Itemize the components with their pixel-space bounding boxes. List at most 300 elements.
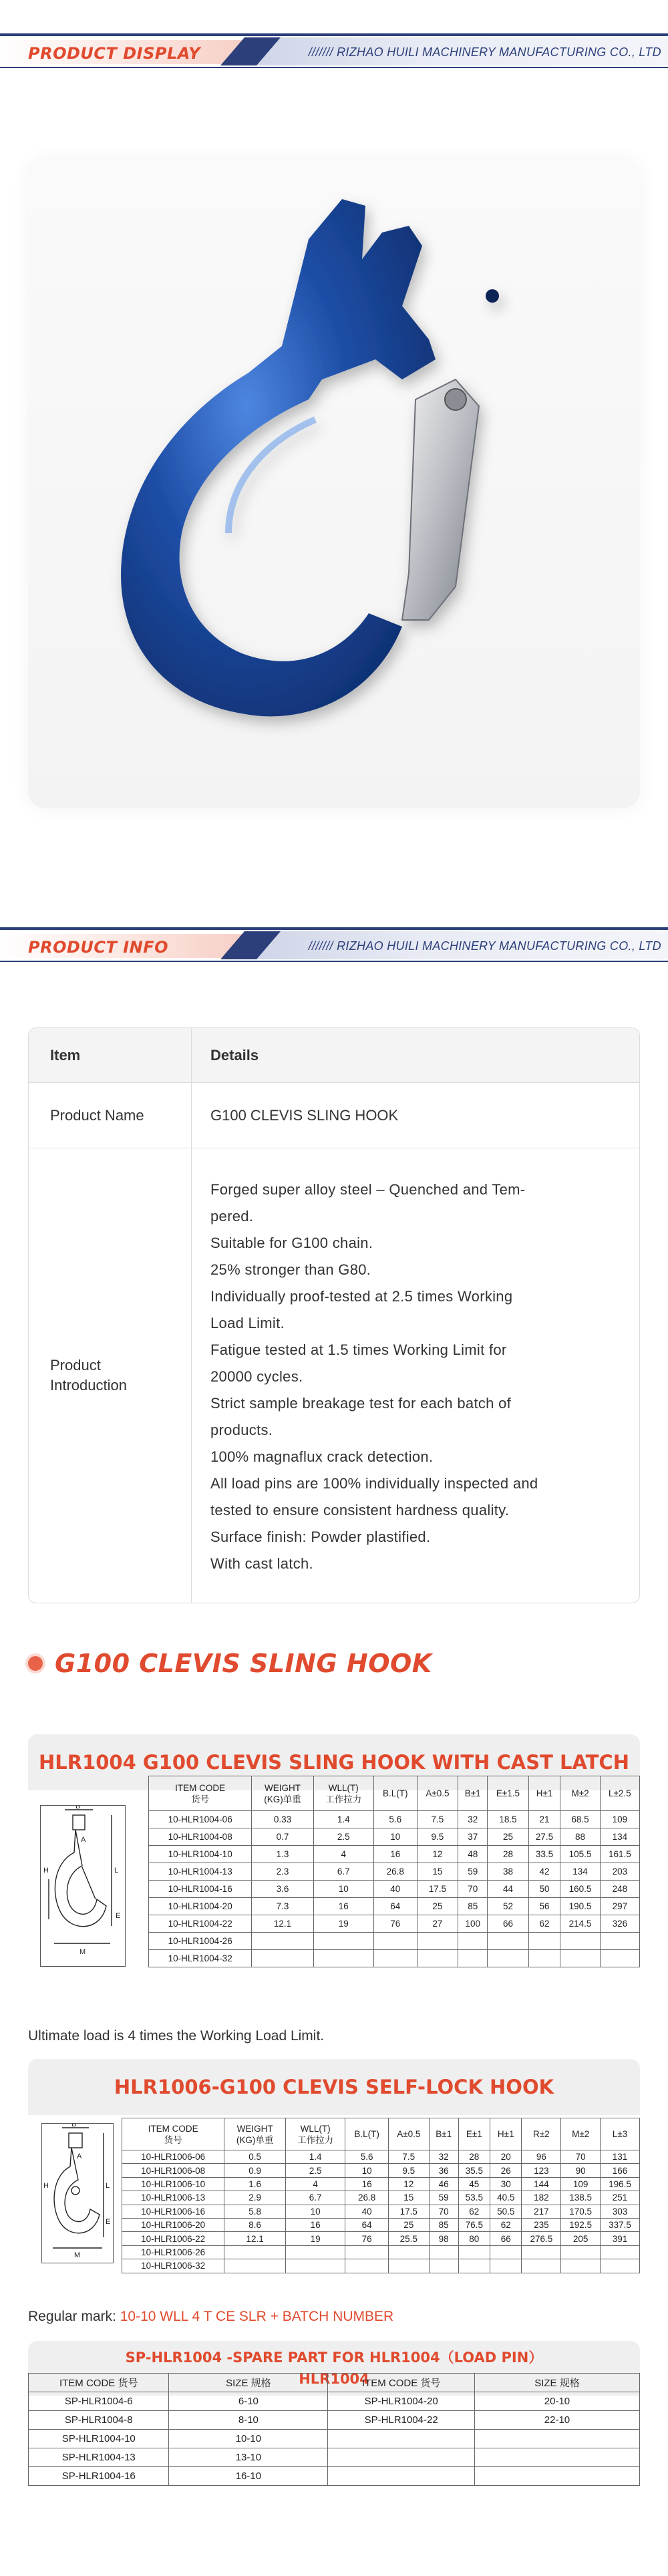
spec-cell: 10-HLR1006-32 <box>122 2259 224 2273</box>
spec-cell: 109 <box>561 2177 601 2191</box>
spec-cell: 59 <box>458 1863 488 1881</box>
spec-header-cell <box>313 1776 373 1811</box>
spec-cell: 16 <box>285 2218 345 2231</box>
spec-cell: 192.5 <box>561 2218 601 2231</box>
spec-cell: 85 <box>458 1898 488 1915</box>
spec-cell <box>490 2245 522 2259</box>
spec-header-text: E±1.5 <box>496 1788 520 1798</box>
spec-row <box>122 2218 640 2231</box>
spec-cell: 105.5 <box>560 1846 600 1863</box>
spare-title-line1: SP-HLR1004 -SPARE PART FOR HLR1004（LOAD PIN） <box>125 2350 543 2366</box>
spec-cell: 12 <box>417 1846 458 1863</box>
spec-cell: 17.5 <box>388 2205 429 2218</box>
spec-cell: 37 <box>458 1828 488 1846</box>
spec-cell: 40 <box>345 2205 388 2218</box>
spec-cell: 6.7 <box>313 1863 373 1881</box>
spec-header-cell <box>417 1776 458 1811</box>
spec-cell: 10-HLR1004-08 <box>149 1828 252 1846</box>
spec-cell <box>252 1950 313 1967</box>
dimension-label: H <box>43 2182 49 2190</box>
spec-cell <box>488 1933 528 1950</box>
spec-header-text: L±2.5 <box>608 1788 631 1798</box>
spec-header-text: B.L(T) <box>383 1788 408 1798</box>
spec-cell <box>561 2259 601 2273</box>
spec-row <box>149 1811 640 1828</box>
spare-cell <box>474 2448 639 2467</box>
intro-line: All load pins are 100% individually inspected and <box>210 1475 538 1492</box>
product2-spec-table <box>122 2118 640 2273</box>
spec-cell: 7.5 <box>417 1811 458 1828</box>
spec-header-text: WEIGHT <box>265 1782 301 1793</box>
spec-header-text: 工作拉力 <box>297 2134 334 2145</box>
spec-cell: 68.5 <box>560 1811 600 1828</box>
spec-row <box>149 1828 640 1846</box>
spec-cell: 203 <box>600 1863 639 1881</box>
spec-cell: 10-HLR1004-20 <box>149 1898 252 1915</box>
spec-cell: 1.3 <box>252 1846 313 1863</box>
spec-header-cell <box>458 2118 490 2150</box>
spec-row <box>122 2177 640 2191</box>
spec-cell: 7.3 <box>252 1898 313 1915</box>
spec-header-cell <box>488 1776 528 1811</box>
spec-cell: 100 <box>458 1915 488 1933</box>
spec-cell: 10-HLR1006-22 <box>122 2232 224 2245</box>
spec-cell: 326 <box>600 1915 639 1933</box>
clevis-hook-image <box>28 159 640 808</box>
spec-cell: 1.4 <box>313 1811 373 1828</box>
spare-cell <box>474 2467 639 2486</box>
spec-row <box>122 2150 640 2164</box>
spare-cell: 8-10 <box>169 2411 328 2430</box>
spec-cell <box>313 1950 373 1967</box>
spec-cell: 10 <box>345 2164 388 2177</box>
spec-row <box>149 1863 640 1881</box>
product2-title: HLR1006-G100 CLEVIS SELF-LOCK HOOK <box>28 2059 640 2115</box>
info-name-label: Product Name <box>29 1083 192 1148</box>
spec-cell: 42 <box>528 1863 560 1881</box>
spec-cell: 109 <box>600 1811 639 1828</box>
spec-cell <box>560 1933 600 1950</box>
spec-cell: 90 <box>561 2164 601 2177</box>
spec-cell <box>528 1950 560 1967</box>
spec-cell: 88 <box>560 1828 600 1846</box>
spec-cell: 50 <box>528 1881 560 1898</box>
spare-row <box>29 2411 640 2430</box>
spec-cell: 25 <box>488 1828 528 1846</box>
spec-cell: 161.5 <box>600 1846 639 1863</box>
spare-header-cell: SIZE 规格 <box>169 2374 328 2392</box>
section-title: PRODUCT DISPLAY <box>28 44 200 63</box>
spec-cell: 9.5 <box>388 2164 429 2177</box>
spare-header-row <box>29 2374 640 2392</box>
spec-header-cell <box>490 2118 522 2150</box>
spare-row <box>29 2448 640 2467</box>
spec-cell <box>417 1933 458 1950</box>
spec-cell <box>285 2245 345 2259</box>
spec-header-text: 货号 <box>164 2134 182 2145</box>
spec-cell <box>522 2259 561 2273</box>
intro-line: Load Limit. <box>210 1315 285 1331</box>
product1-spec-table <box>148 1776 640 1967</box>
spec-cell: 40 <box>373 1881 417 1898</box>
spec-cell: 12 <box>388 2177 429 2191</box>
spec-cell: 303 <box>601 2205 640 2218</box>
spec-header-cell <box>345 2118 388 2150</box>
spare-cell: 16-10 <box>169 2467 328 2486</box>
spec-cell: 9.5 <box>417 1828 458 1846</box>
spec-cell: 5.6 <box>373 1811 417 1828</box>
spec-cell: 10 <box>313 1881 373 1898</box>
self-lock-hook-diagram <box>42 2124 113 2263</box>
spec-cell: 10-HLR1004-22 <box>149 1915 252 1933</box>
spec-cell: 76 <box>373 1915 417 1933</box>
spec-cell: 64 <box>345 2218 388 2231</box>
dimension-label: B <box>71 2124 77 2128</box>
spec-cell: 10-HLR1006-06 <box>122 2150 224 2164</box>
info-head-item: Item <box>29 1028 192 1082</box>
spec-cell: 217 <box>522 2205 561 2218</box>
spec-cell: 33.5 <box>528 1846 560 1863</box>
spec-cell: 0.5 <box>224 2150 286 2164</box>
spec-cell: 26.8 <box>345 2191 388 2205</box>
spec-cell <box>601 2259 640 2273</box>
spec-header-text: ITEM CODE <box>175 1782 226 1793</box>
spec-cell: 70 <box>458 1881 488 1898</box>
spec-cell <box>345 2245 388 2259</box>
spec-cell: 190.5 <box>560 1898 600 1915</box>
spare-cell: SP-HLR1004-10 <box>29 2430 169 2448</box>
dimension-label: L <box>114 1867 119 1875</box>
product-heading <box>28 1649 432 1678</box>
spare-title-line2: HLR1004 <box>299 2371 369 2387</box>
spec-cell: 25.5 <box>388 2232 429 2245</box>
spec-row <box>122 2232 640 2245</box>
spare-row <box>29 2467 640 2486</box>
spec-cell <box>313 1933 373 1950</box>
spec-cell: 45 <box>458 2177 490 2191</box>
spec-cell: 0.7 <box>252 1828 313 1846</box>
intro-line: products. <box>210 1422 273 1438</box>
spec-row <box>122 2245 640 2259</box>
spec-cell: 38 <box>488 1863 528 1881</box>
spec-cell: 35.5 <box>458 2164 490 2177</box>
spec-cell <box>224 2259 286 2273</box>
dimension-label: E <box>106 2218 111 2226</box>
spec-cell: 0.9 <box>224 2164 286 2177</box>
spec-cell: 32 <box>429 2150 458 2164</box>
spec-row <box>149 1846 640 1863</box>
spec-header-text: H±1 <box>497 2129 514 2139</box>
spec-cell: 80 <box>458 2232 490 2245</box>
spec-header-cell <box>560 1776 600 1811</box>
spec-cell: 36 <box>429 2164 458 2177</box>
spec-cell: 2.5 <box>313 1828 373 1846</box>
spec-cell: 50.5 <box>490 2205 522 2218</box>
spec-cell <box>458 2259 490 2273</box>
spec-row <box>122 2205 640 2218</box>
info-header-row <box>29 1028 639 1083</box>
spec-cell: 131 <box>601 2150 640 2164</box>
spare-cell <box>328 2467 475 2486</box>
spec-cell: 6.7 <box>285 2191 345 2205</box>
spec-cell: 27.5 <box>528 1828 560 1846</box>
spec-cell: 2.5 <box>285 2164 345 2177</box>
spare-part-table <box>28 2373 640 2486</box>
spec-cell <box>528 1933 560 1950</box>
product-photo <box>28 159 640 808</box>
spec-cell: 76.5 <box>458 2218 490 2231</box>
spec-cell: 48 <box>458 1846 488 1863</box>
spec-header-cell <box>601 2118 640 2150</box>
intro-line: Suitable for G100 chain. <box>210 1235 373 1251</box>
spec-cell: 170.5 <box>561 2205 601 2218</box>
spec-cell <box>373 1933 417 1950</box>
spec-cell: 196.5 <box>601 2177 640 2191</box>
spec-header-text: A±0.5 <box>397 2129 421 2139</box>
intro-line: Fatigue tested at 1.5 times Working Limit for <box>210 1341 507 1358</box>
spare-cell <box>328 2430 475 2448</box>
spec-cell: 53.5 <box>458 2191 490 2205</box>
spec-cell <box>488 1950 528 1967</box>
spec-cell: 10-HLR1004-13 <box>149 1863 252 1881</box>
spec-cell: 66 <box>488 1915 528 1933</box>
info-intro-text <box>192 1148 639 1603</box>
spec-cell: 12.1 <box>252 1915 313 1933</box>
intro-line: With cast latch. <box>210 1555 313 1572</box>
spec-cell: 235 <box>522 2218 561 2231</box>
spec-cell <box>388 2245 429 2259</box>
spec-cell: 46 <box>429 2177 458 2191</box>
regular-mark-note <box>28 2309 393 2325</box>
spare-header-cell: SIZE 规格 <box>474 2374 639 2392</box>
spec-cell <box>561 2245 601 2259</box>
spec-header-text: M±2 <box>572 2129 590 2139</box>
regular-mark-label: Regular mark: <box>28 2309 120 2324</box>
intro-line: Forged super alloy steel – Quenched and Tem- <box>210 1181 526 1198</box>
spec-header-cell <box>429 2118 458 2150</box>
spec-cell: 10-HLR1006-13 <box>122 2191 224 2205</box>
spec-cell: 2.9 <box>224 2191 286 2205</box>
spec-cell: 44 <box>488 1881 528 1898</box>
spare-cell: 20-10 <box>474 2392 639 2411</box>
spec-cell <box>429 2245 458 2259</box>
product2-diagram <box>41 2123 114 2263</box>
intro-line: 100% magnaflux crack detection. <box>210 1448 434 1465</box>
spec-cell: 391 <box>601 2232 640 2245</box>
spec-cell: 52 <box>488 1898 528 1915</box>
spec-cell: 276.5 <box>522 2232 561 2245</box>
spare-cell: 13-10 <box>169 2448 328 2467</box>
spec-header-text: M±2 <box>571 1788 589 1798</box>
spec-cell: 10-HLR1006-16 <box>122 2205 224 2218</box>
spec-header-text: R±2 <box>533 2129 550 2139</box>
spec-header-cell <box>600 1776 639 1811</box>
spec-cell: 19 <box>313 1915 373 1933</box>
spec-cell: 10-HLR1006-20 <box>122 2218 224 2231</box>
spec-cell: 21 <box>528 1811 560 1828</box>
spec-header-cell <box>528 1776 560 1811</box>
spare-cell: SP-HLR1004-6 <box>29 2392 169 2411</box>
spec-cell: 27 <box>417 1915 458 1933</box>
info-name-value: G100 CLEVIS SLING HOOK <box>210 1106 399 1124</box>
spec-cell: 85 <box>429 2218 458 2231</box>
spec-cell: 144 <box>522 2177 561 2191</box>
dimension-label: E <box>116 1912 121 1920</box>
spec-cell: 76 <box>345 2232 388 2245</box>
spare-row <box>29 2392 640 2411</box>
spec-header-text: 工作拉力 <box>325 1794 362 1804</box>
spare-cell: SP-HLR1004-13 <box>29 2448 169 2467</box>
spec-header-text: E±1 <box>466 2129 482 2139</box>
spec-cell: 337.5 <box>601 2218 640 2231</box>
spec-cell: 15 <box>417 1863 458 1881</box>
spec-cell: 138.5 <box>561 2191 601 2205</box>
spec-cell <box>600 1950 639 1967</box>
spec-cell <box>345 2259 388 2273</box>
spec-cell <box>285 2259 345 2273</box>
spec-header-text: (KG)单重 <box>236 2134 274 2145</box>
spec-cell: 3.6 <box>252 1881 313 1898</box>
product-heading-text: G100 CLEVIS SLING HOOK <box>55 1649 432 1678</box>
spec-header-cell <box>285 2118 345 2150</box>
spare-cell: 10-10 <box>169 2430 328 2448</box>
spec-cell: 10-HLR1006-08 <box>122 2164 224 2177</box>
spec-header-cell <box>373 1776 417 1811</box>
spare-cell: 22-10 <box>474 2411 639 2430</box>
dimension-label: H <box>43 1867 49 1875</box>
product1-diagram <box>40 1805 126 1967</box>
spec-cell: 98 <box>429 2232 458 2245</box>
section-title: PRODUCT INFO <box>28 938 169 957</box>
spec-cell: 134 <box>600 1828 639 1846</box>
intro-line: pered. <box>210 1208 254 1225</box>
ultimate-load-note: Ultimate load is 4 times the Working Load Limit. <box>28 2028 325 2044</box>
spec-cell: 62 <box>490 2218 522 2231</box>
spec-cell: 4 <box>313 1846 373 1863</box>
spare-cell <box>328 2448 475 2467</box>
spec-cell: 28 <box>458 2150 490 2164</box>
spare-cell: SP-HLR1004-16 <box>29 2467 169 2486</box>
spec-cell: 182 <box>522 2191 561 2205</box>
spare-cell: SP-HLR1004-22 <box>328 2411 475 2430</box>
spec-header-cell <box>522 2118 561 2150</box>
spare-cell: SP-HLR1004-8 <box>29 2411 169 2430</box>
spec-header-row <box>122 2118 640 2150</box>
spare-cell: SP-HLR1004-20 <box>328 2392 475 2411</box>
spec-header-cell <box>149 1776 252 1811</box>
spec-cell: 160.5 <box>560 1881 600 1898</box>
spare-cell <box>474 2430 639 2448</box>
spec-cell <box>458 1950 488 1967</box>
spec-header-cell <box>252 1776 313 1811</box>
company-name: /////// RIZHAO HUILI MACHINERY MANUFACTURING CO., LTD <box>308 45 661 59</box>
spec-header-text: 货号 <box>191 1794 210 1804</box>
spec-row <box>149 1898 640 1915</box>
hook-dimension-diagram <box>41 1806 125 1966</box>
spare-row <box>29 2430 640 2448</box>
spec-header-text: B±1 <box>464 1788 481 1798</box>
spec-cell: 56 <box>528 1898 560 1915</box>
spec-header-text: B±1 <box>436 2129 452 2139</box>
intro-line: tested to ensure consistent hardness quality. <box>210 1502 510 1518</box>
info-head-details: Details <box>210 1046 259 1064</box>
spec-cell <box>490 2259 522 2273</box>
spec-cell: 2.3 <box>252 1863 313 1881</box>
intro-line: Surface finish: Powder plastified. <box>210 1528 431 1545</box>
spec-cell: 15 <box>388 2191 429 2205</box>
spec-header-text: L±3 <box>612 2129 628 2139</box>
spec-cell: 123 <box>522 2164 561 2177</box>
spec-cell: 32 <box>458 1811 488 1828</box>
spec-cell: 214.5 <box>560 1915 600 1933</box>
spec-header-text: B.L(T) <box>354 2129 379 2139</box>
spec-cell: 70 <box>561 2150 601 2164</box>
spec-cell: 5.8 <box>224 2205 286 2218</box>
spec-cell: 0.33 <box>252 1811 313 1828</box>
dimension-label: L <box>106 2182 110 2190</box>
company-name: /////// RIZHAO HUILI MACHINERY MANUFACTURING CO., LTD <box>308 939 661 953</box>
spec-cell: 5.6 <box>345 2150 388 2164</box>
spec-cell <box>522 2245 561 2259</box>
dimension-label: M <box>79 1948 86 1956</box>
spec-cell <box>252 1933 313 1950</box>
spec-cell: 18.5 <box>488 1811 528 1828</box>
spec-cell: 10-HLR1006-10 <box>122 2177 224 2191</box>
spec-header-cell <box>122 2118 224 2150</box>
spec-cell: 19 <box>285 2232 345 2245</box>
intro-line: 25% stronger than G80. <box>210 1261 371 1278</box>
spec-header-text: ITEM CODE <box>148 2123 198 2134</box>
spec-cell: 16 <box>313 1898 373 1915</box>
spare-cell: 6-10 <box>169 2392 328 2411</box>
spec-cell: 96 <box>522 2150 561 2164</box>
spec-cell: 16 <box>373 1846 417 1863</box>
info-intro-label: Product Introduction <box>29 1148 192 1603</box>
spec-cell: 10-HLR1004-16 <box>149 1881 252 1898</box>
spec-cell <box>560 1950 600 1967</box>
spec-cell <box>417 1950 458 1967</box>
spec-header-text: WLL(T) <box>328 1782 359 1793</box>
spec-cell: 205 <box>561 2232 601 2245</box>
spec-cell: 166 <box>601 2164 640 2177</box>
dimension-label: B <box>75 1806 81 1810</box>
spec-cell <box>388 2259 429 2273</box>
spec-row <box>149 1933 640 1950</box>
spec-cell: 12.1 <box>224 2232 286 2245</box>
spec-header-cell <box>388 2118 429 2150</box>
spec-cell: 248 <box>600 1881 639 1898</box>
spare-header-cell: ITEM CODE 货号 <box>328 2374 475 2392</box>
spec-cell: 10-HLR1004-06 <box>149 1811 252 1828</box>
spec-cell: 64 <box>373 1898 417 1915</box>
spec-cell <box>429 2259 458 2273</box>
spec-cell: 10-HLR1004-10 <box>149 1846 252 1863</box>
dimension-label: A <box>81 1836 86 1844</box>
spec-cell <box>601 2245 640 2259</box>
spec-row <box>149 1915 640 1933</box>
spec-cell: 20 <box>490 2150 522 2164</box>
dimension-label: M <box>74 2251 81 2259</box>
intro-line: 20000 cycles. <box>210 1368 303 1385</box>
spec-row <box>122 2259 640 2273</box>
spec-cell: 10-HLR1004-26 <box>149 1933 252 1950</box>
spec-header-cell <box>561 2118 601 2150</box>
spec-cell: 40.5 <box>490 2191 522 2205</box>
spec-cell: 10 <box>373 1828 417 1846</box>
spec-cell: 10-HLR1006-26 <box>122 2245 224 2259</box>
product1-title: HLR1004 G100 CLEVIS SLING HOOK WITH CAST LATCH <box>28 1734 640 1790</box>
dimension-label: A <box>77 2152 82 2160</box>
